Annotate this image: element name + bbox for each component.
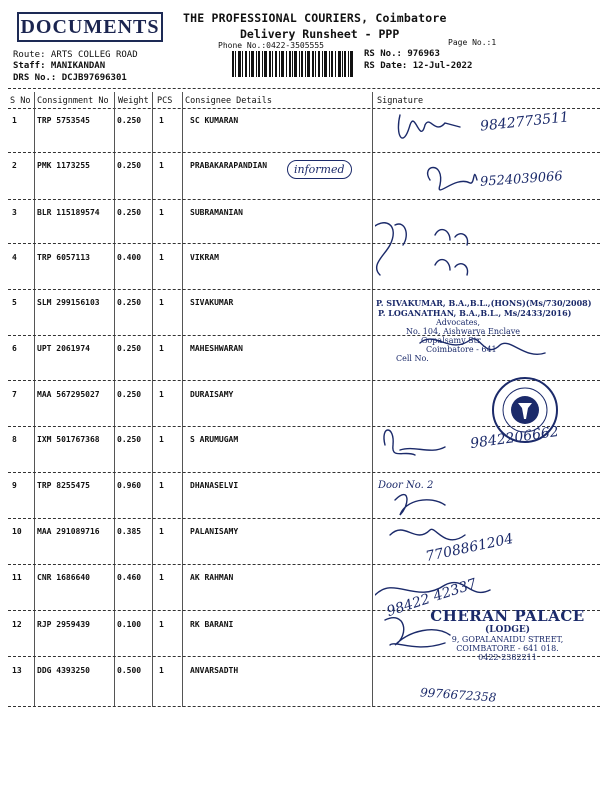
row-sno: 9	[12, 481, 17, 490]
col-header-consignee: Consignee Details	[185, 96, 272, 106]
row-weight: 0.400	[117, 253, 142, 262]
col-header-sno: S No	[10, 96, 31, 106]
lodge-sub: (LODGE)	[484, 625, 531, 635]
row-sno: 6	[12, 344, 17, 353]
row-consignee: S ARUMUGAM	[190, 435, 239, 444]
documents-stamp	[17, 12, 163, 42]
row-weight: 0.250	[117, 344, 142, 353]
phone-number: Phone No.:0422-3505555	[218, 41, 324, 50]
row-consignment: PMK 1173255	[37, 161, 90, 170]
advocate-line-4: No. 104, Aishwarya Enclave	[406, 327, 521, 336]
col-divider	[372, 92, 373, 707]
handwritten-phone-13: 9976672358	[419, 685, 497, 705]
row-consignee: DURAISAMY	[190, 390, 234, 399]
row-pcs: 1	[159, 481, 164, 490]
row-weight: 0.250	[117, 390, 142, 399]
handwritten-phone-2: 9524039066	[479, 169, 564, 190]
row-sno: 12	[12, 620, 22, 629]
handwritten-door-no: Door No. 2	[378, 480, 434, 491]
row-weight: 0.250	[117, 161, 142, 170]
col-header-pcs: PCS	[157, 96, 173, 106]
handwritten-phone-11: 98422 42337	[384, 575, 479, 621]
row-pcs: 1	[159, 527, 164, 536]
documents-stamp-label: DOCUMENTS	[20, 15, 160, 38]
row-pcs: 1	[159, 298, 164, 307]
row-sno: 4	[12, 253, 17, 262]
barcode-icon	[232, 51, 354, 77]
page-number: Page No.:1	[448, 38, 497, 47]
row-weight: 0.250	[117, 298, 142, 307]
advocate-line-5: Gopalsamy Str	[421, 336, 481, 345]
lodge-phone: 0422-2382211	[478, 653, 537, 662]
company-title: THE PROFESSIONAL COURIERS, Coimbatore	[183, 11, 447, 25]
row-pcs: 1	[159, 161, 164, 170]
row-consignment: CNR 1686640	[37, 573, 90, 582]
handwritten-phone-8: 9842206662	[469, 423, 560, 453]
lodge-stamp	[415, 607, 600, 662]
row-consignment: MAA 291089716	[37, 527, 100, 536]
row-pcs: 1	[159, 344, 164, 353]
col-header-weight: Weight	[118, 96, 149, 106]
row-weight: 0.960	[117, 481, 142, 490]
row-pcs: 1	[159, 666, 164, 675]
row-consignee: VIKRAM	[190, 253, 219, 262]
row-pcs: 1	[159, 208, 164, 217]
row-consignment: DDG 4393250	[37, 666, 90, 675]
lodge-name: CHERAN PALACE	[430, 607, 585, 625]
row-separator	[8, 706, 600, 707]
lodge-address-1: 9, GOPALANAIDU STREET,	[451, 635, 564, 644]
row-pcs: 1	[159, 435, 164, 444]
drs-number: DRS No.: DCJB97696301	[13, 73, 127, 83]
row-consignment: UPT 2061974	[37, 344, 90, 353]
col-header-consignment: Consignment No	[37, 96, 109, 106]
row-consignment: RJP 2959439	[37, 620, 90, 629]
handwritten-phone-1: 9842773511	[479, 109, 570, 135]
advocate-line-3: Advocates,	[436, 318, 481, 327]
row-consignment: SLM 299156103	[37, 298, 100, 307]
col-divider	[114, 92, 115, 707]
row-pcs: 1	[159, 253, 164, 262]
row-consignment: TRP 8255475	[37, 481, 90, 490]
row-sno: 11	[12, 573, 22, 582]
row-consignee: PALANISAMY	[190, 527, 239, 536]
row-consignment: BLR 115189574	[37, 208, 100, 217]
informed-note: informed	[287, 160, 352, 179]
advocate-line-6: Coimbatore - 641	[426, 345, 497, 354]
row-weight: 0.385	[117, 527, 142, 536]
col-header-signature: Signature	[377, 96, 424, 106]
row-consignee: SIVAKUMAR	[190, 298, 234, 307]
row-sno: 2	[12, 161, 17, 170]
advocate-stamp	[376, 298, 600, 363]
seal-icon	[490, 375, 560, 445]
row-consignment: IXM 501767368	[37, 435, 100, 444]
row-consignee: PRABAKARAPANDIAN	[190, 161, 268, 170]
header-rule-top	[8, 88, 600, 89]
col-divider	[34, 92, 35, 707]
row-consignee: DHANASELVI	[190, 481, 239, 490]
advocate-line-1: P. SIVAKUMAR, B.A.,B.L.,(HONS)(Ms/730/2008)	[376, 298, 592, 308]
row-consignee: MAHESHWARAN	[190, 344, 243, 353]
lodge-address-2: COIMBATORE - 641 018.	[456, 644, 559, 653]
row-sno: 10	[12, 527, 22, 536]
rs-date: RS Date: 12-Jul-2022	[364, 61, 473, 71]
row-weight: 0.250	[117, 116, 142, 125]
advocate-line-2: P. LOGANATHAN, B.A.,B.L., Ms/2433/2016)	[378, 308, 572, 318]
row-consignment: TRP 6057113	[37, 253, 90, 262]
row-consignee: AK RAHMAN	[190, 573, 234, 582]
staff-label: Staff: MANIKANDAN	[13, 61, 106, 71]
row-sno: 13	[12, 666, 22, 675]
row-sno: 8	[12, 435, 17, 444]
row-consignee: ANVARSADTH	[190, 666, 239, 675]
row-weight: 0.460	[117, 573, 142, 582]
runsheet-title: Delivery Runsheet - PPP	[240, 27, 400, 41]
row-weight: 0.250	[117, 435, 142, 444]
handwritten-phone-10: 7708861204	[424, 530, 515, 566]
row-consignment: MAA 567295027	[37, 390, 100, 399]
row-consignee: SUBRAMANIAN	[190, 208, 243, 217]
row-weight: 0.250	[117, 208, 142, 217]
row-sno: 7	[12, 390, 17, 399]
col-divider	[182, 92, 183, 707]
advocate-line-7: Cell No.	[396, 354, 429, 363]
row-pcs: 1	[159, 620, 164, 629]
row-pcs: 1	[159, 116, 164, 125]
row-consignee: RK BARANI	[190, 620, 234, 629]
rs-number: RS No.: 976963	[364, 49, 440, 59]
row-pcs: 1	[159, 573, 164, 582]
row-consignee: SC KUMARAN	[190, 116, 239, 125]
row-weight: 0.500	[117, 666, 142, 675]
row-sno: 3	[12, 208, 17, 217]
row-sno: 5	[12, 298, 17, 307]
row-pcs: 1	[159, 390, 164, 399]
col-divider	[152, 92, 153, 707]
row-sno: 1	[12, 116, 17, 125]
row-consignment: TRP 5753545	[37, 116, 90, 125]
row-weight: 0.100	[117, 620, 142, 629]
route-label: Route: ARTS COLLEG ROAD	[13, 50, 138, 60]
